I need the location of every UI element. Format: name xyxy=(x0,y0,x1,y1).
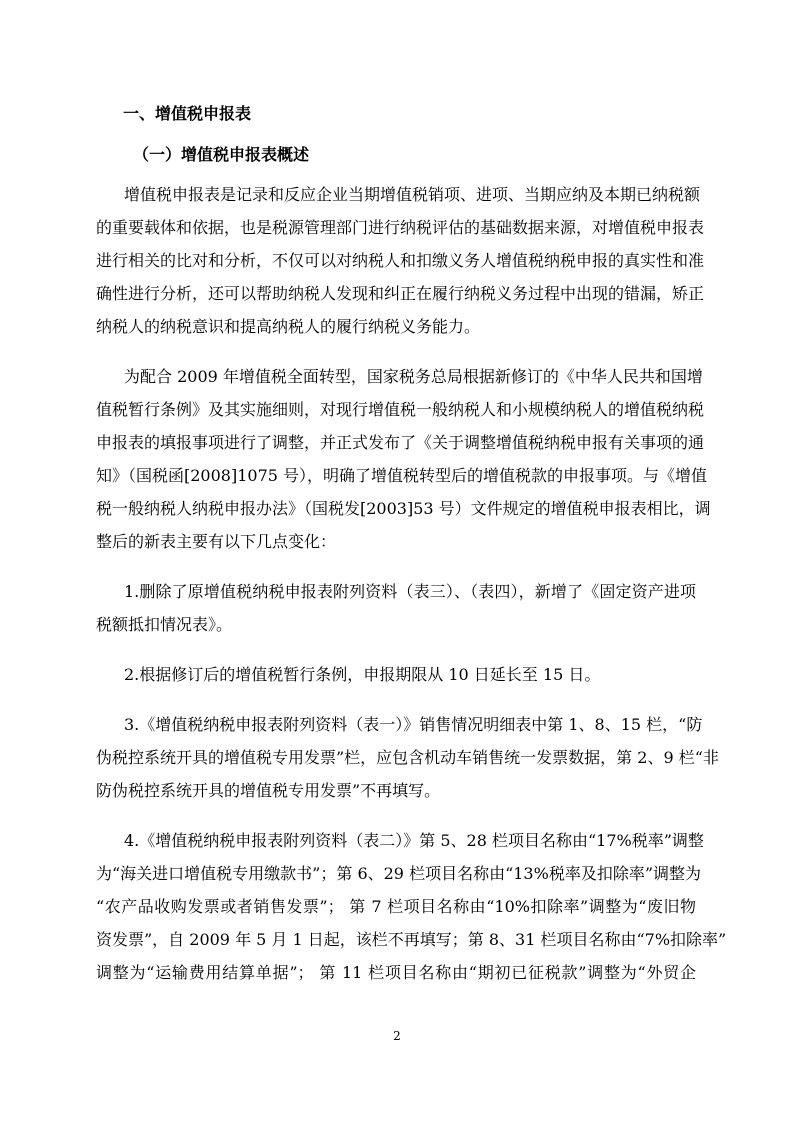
paragraph-line: 资发票”，自 2009 年 5 月 1 日起，该栏不再填写；第 8、31 栏项目名称由“7%扣除率” xyxy=(96,930,727,949)
paragraph-line: 为“海关进口增值税专用缴款书”；第 6、29 栏项目名称由“13%税率及扣除率”调整为 xyxy=(96,864,701,883)
paragraph-line: 申报表的填报事项进行了调整，并正式发布了《关于调整增值税纳税申报有关事项的通 xyxy=(96,433,705,452)
paragraph-line: 4.《增值税纳税申报表附列资料（表二）》第 5、28 栏项目名称由“17%税率”调整 xyxy=(124,831,704,850)
paragraph-line: 调整为“运输费用结算单据”； 第 11 栏项目名称由“期初已征税款”调整为“外贸企 xyxy=(96,963,696,982)
paragraph-line: 1.删除了原增值税纳税申报表附列资料（表三）、（表四），新增了《固定资产进项 xyxy=(124,582,696,601)
paragraph-line: 知》（国税函[2008]1075 号），明确了增值税转型后的增值税款的申报事项。与《增值 xyxy=(96,466,708,485)
paragraph-line: 进行相关的比对和分析，不仅可以对纳税人和扣缴义务人增值税纳税申报的真实性和准 xyxy=(96,251,705,270)
paragraph-line: 税一般纳税人纳税申报办法》（国税发[2003]53 号）文件规定的增值税申报表相比，调 xyxy=(96,499,711,518)
paragraph-line: 为配合 2009 年增值税全面转型，国家税务总局根据新修订的《中华人民共和国增 xyxy=(124,367,703,386)
paragraph-line: “农产品收购发票或者销售发票”； 第 7 栏项目名称由“10%扣除率”调整为“废旧物 xyxy=(96,897,696,916)
section-subtitle: （一）增值税申报表概述 xyxy=(133,145,310,164)
section-title: 一、增值税申报表 xyxy=(123,104,252,123)
paragraph-line: 3.《增值税纳税申报表附列资料（表一）》销售情况明细表中第 1、8、15 栏，“防 xyxy=(124,715,703,734)
paragraph-line: 确性进行分析，还可以帮助纳税人发现和纠正在履行纳税义务过程中出现的错漏，矫正 xyxy=(96,284,705,303)
paragraph-line: 增值税申报表是记录和反应企业当期增值税销项、进项、当期应纳及本期已纳税额 xyxy=(124,185,701,204)
page-number: 2 xyxy=(393,1029,401,1043)
paragraph-line: 值税暂行条例》及其实施细则，对现行增值税一般纳税人和小规模纳税人的增值税纳税 xyxy=(96,400,705,419)
paragraph-line: 2.根据修订后的增值税暂行条例，申报期限从 10 日延长至 15 日。 xyxy=(124,665,601,684)
paragraph-line: 的重要载体和依据，也是税源管理部门进行纳税评估的基础数据来源，对增值税申报表 xyxy=(96,218,705,237)
paragraph-line: 税额抵扣情况表》。 xyxy=(96,615,233,634)
paragraph-line: 防伪税控系统开具的增值税专用发票”不再填写。 xyxy=(96,781,441,800)
paragraph-line: 伪税控系统开具的增值税专用发票”栏，应包含机动车销售统一发票数据，第 2、9 栏“非 xyxy=(96,748,719,767)
paragraph-line: 纳税人的纳税意识和提高纳税人的履行纳税义务能力。 xyxy=(96,317,481,336)
paragraph-line: 整后的新表主要有以下几点变化： xyxy=(96,532,337,551)
